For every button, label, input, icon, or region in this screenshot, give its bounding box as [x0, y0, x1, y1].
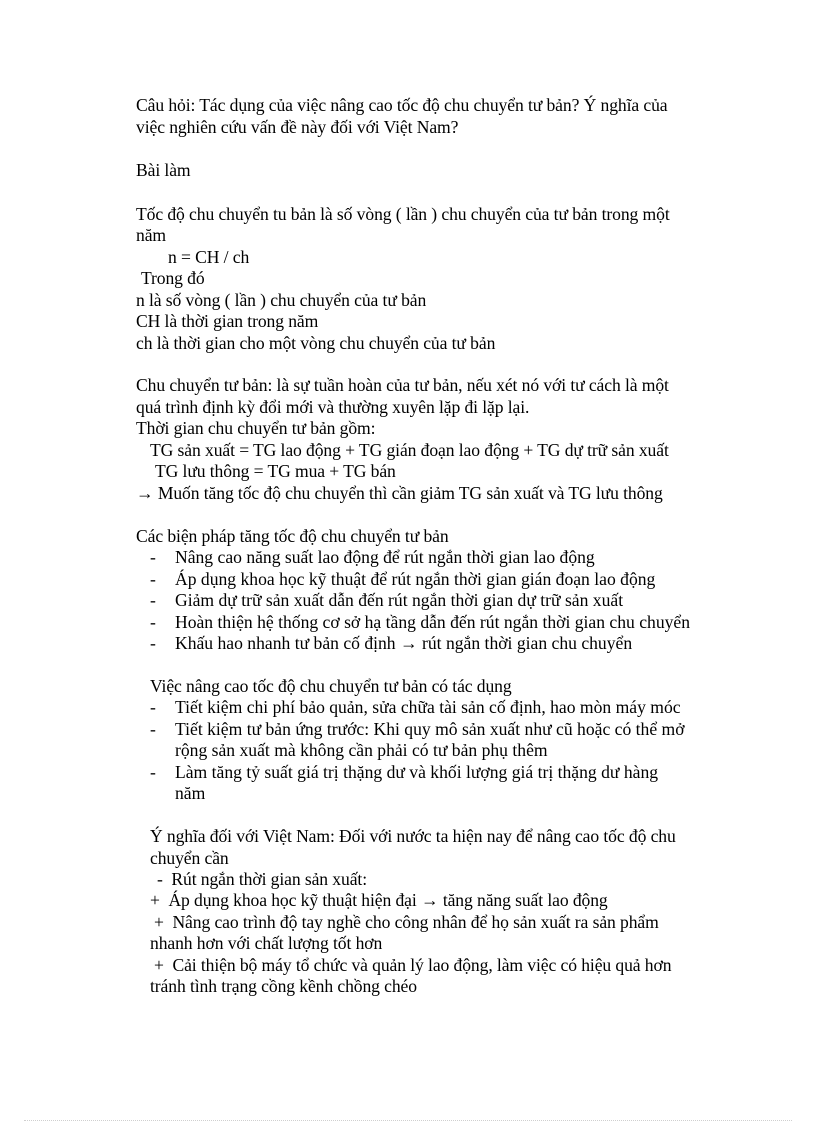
effect-item-1: Tiết kiệm chi phí bảo quản, sửa chữa tài sản cố định, hao mòn máy móc	[175, 697, 681, 717]
effect-item-2-line-1: Tiết kiệm tư bản ứng trước: Khi quy mô sản xuất như cũ hoặc có thể mở	[175, 719, 685, 739]
measure-item-5-result: rút ngắn thời gian chu chuyển	[422, 633, 633, 653]
vietnam-point-1-text: Áp dụng khoa học kỹ thuật hiện đại	[168, 890, 417, 910]
where-label: Trong đó	[141, 268, 205, 288]
plus-bullet: +	[150, 890, 160, 910]
page-bottom-divider	[24, 1120, 792, 1121]
question-line-2: việc nghiên cứu vấn đề này đối với Việt Nam?	[136, 117, 459, 137]
list-bullet: -	[150, 569, 156, 589]
answer-heading: Bài làm	[136, 160, 191, 180]
list-bullet: -	[150, 547, 156, 567]
list-bullet: -	[150, 697, 156, 717]
measure-item-4: Hoàn thiện hệ thống cơ sở hạ tầng dẫn đến rút ngắn thời gian chu chuyển	[175, 612, 691, 632]
vietnam-point-1	[150, 890, 608, 912]
list-bullet: -	[150, 719, 156, 739]
ch-definition: ch là thời gian cho một vòng chu chuyển của tư bản	[136, 333, 496, 353]
circulation-time-formula: TG lưu thông = TG mua + TG bán	[155, 461, 396, 481]
question-line-1: Câu hỏi: Tác dụng của việc nâng cao tốc độ chu chuyển tư bản? Ý nghĩa của	[136, 95, 668, 115]
effect-item-2-line-2: rộng sản xuất mà không cần phải có tư bản phụ thêm	[175, 740, 548, 760]
vietnam-line-2: chuyển cần	[150, 848, 229, 868]
turnover-conclusion	[136, 483, 663, 505]
n-definition: n là số vòng ( lần ) chu chuyển của tư bản	[136, 290, 427, 310]
list-bullet: -	[150, 633, 156, 653]
vietnam-sub-heading-text: Rút ngắn thời gian sản xuất:	[171, 869, 367, 889]
effects-heading: Việc nâng cao tốc độ chu chuyển tư bản có tác dụng	[150, 676, 512, 696]
measure-item-3: Giảm dự trữ sản xuất dẫn đến rút ngắn thời gian dự trữ sản xuất	[175, 590, 624, 610]
effect-item-3-line-2: năm	[175, 783, 206, 803]
vietnam-point-2-line-2: nhanh hơn với chất lượng tốt hơn	[150, 933, 383, 953]
turnover-line-1: Chu chuyển tư bản: là sự tuần hoàn của tư bản, nếu xét nó với tư cách là một	[136, 375, 669, 395]
list-bullet: -	[150, 762, 156, 782]
list-bullet: -	[150, 612, 156, 632]
arrow-right-icon: →	[421, 890, 439, 910]
arrow-right-icon: →	[400, 633, 418, 653]
measure-item-2: Áp dụng khoa học kỹ thuật để rút ngắn thời gian gián đoạn lao động	[175, 569, 656, 589]
CH-definition: CH là thời gian trong năm	[136, 311, 319, 331]
effect-item-3-line-1: Làm tăng tỷ suất giá trị thặng dư và khối lượng giá trị thặng dư hàng	[175, 762, 659, 782]
vietnam-point-2-line-1	[154, 912, 659, 934]
vietnam-point-3-line-1	[154, 955, 671, 977]
turnover-line-2: quá trình định kỳ đổi mới và thường xuyên lặp đi lặp lại.	[136, 397, 530, 417]
turnover-conclusion-text: Muốn tăng tốc độ chu chuyển thì cần giảm TG sản xuất và TG lưu thông	[157, 483, 663, 503]
list-bullet: -	[157, 869, 163, 889]
measures-heading: Các biện pháp tăng tốc độ chu chuyển tư bản	[136, 526, 449, 546]
plus-bullet: +	[154, 955, 164, 975]
formula: n = CH / ch	[168, 247, 250, 267]
vietnam-point-2-text: Nâng cao trình độ tay nghề cho công nhân để họ sản xuất ra sản phẩm	[172, 912, 659, 932]
production-time-formula: TG sản xuất = TG lao động + TG gián đoạn lao động + TG dự trữ sản xuất	[150, 440, 669, 460]
vietnam-sub-heading	[157, 869, 367, 891]
measure-item-5	[175, 633, 632, 655]
vietnam-point-3-line-2: tránh tình trạng cồng kềnh chồng chéo	[150, 976, 417, 996]
vietnam-line-1: Ý nghĩa đối với Việt Nam: Đối với nước ta hiện nay để nâng cao tốc độ chu	[150, 826, 676, 846]
plus-bullet: +	[154, 912, 164, 932]
turnover-time-heading: Thời gian chu chuyển tư bản gồm:	[136, 418, 376, 438]
measure-item-1: Nâng cao năng suất lao động để rút ngắn thời gian lao động	[175, 547, 595, 567]
vietnam-point-1-result: tăng năng suất lao động	[442, 890, 608, 910]
vietnam-point-3-text: Cải thiện bộ máy tổ chức và quản lý lao động, làm việc có hiệu quả hơn	[172, 955, 672, 975]
arrow-right-icon: →	[136, 483, 154, 503]
measure-item-5-text: Khấu hao nhanh tư bản cố định	[175, 633, 396, 653]
definition-line-2: năm	[136, 225, 166, 245]
definition-line-1: Tốc độ chu chuyển tu bản là số vòng ( lần ) chu chuyển của tư bản trong một	[136, 204, 670, 224]
list-bullet: -	[150, 590, 156, 610]
